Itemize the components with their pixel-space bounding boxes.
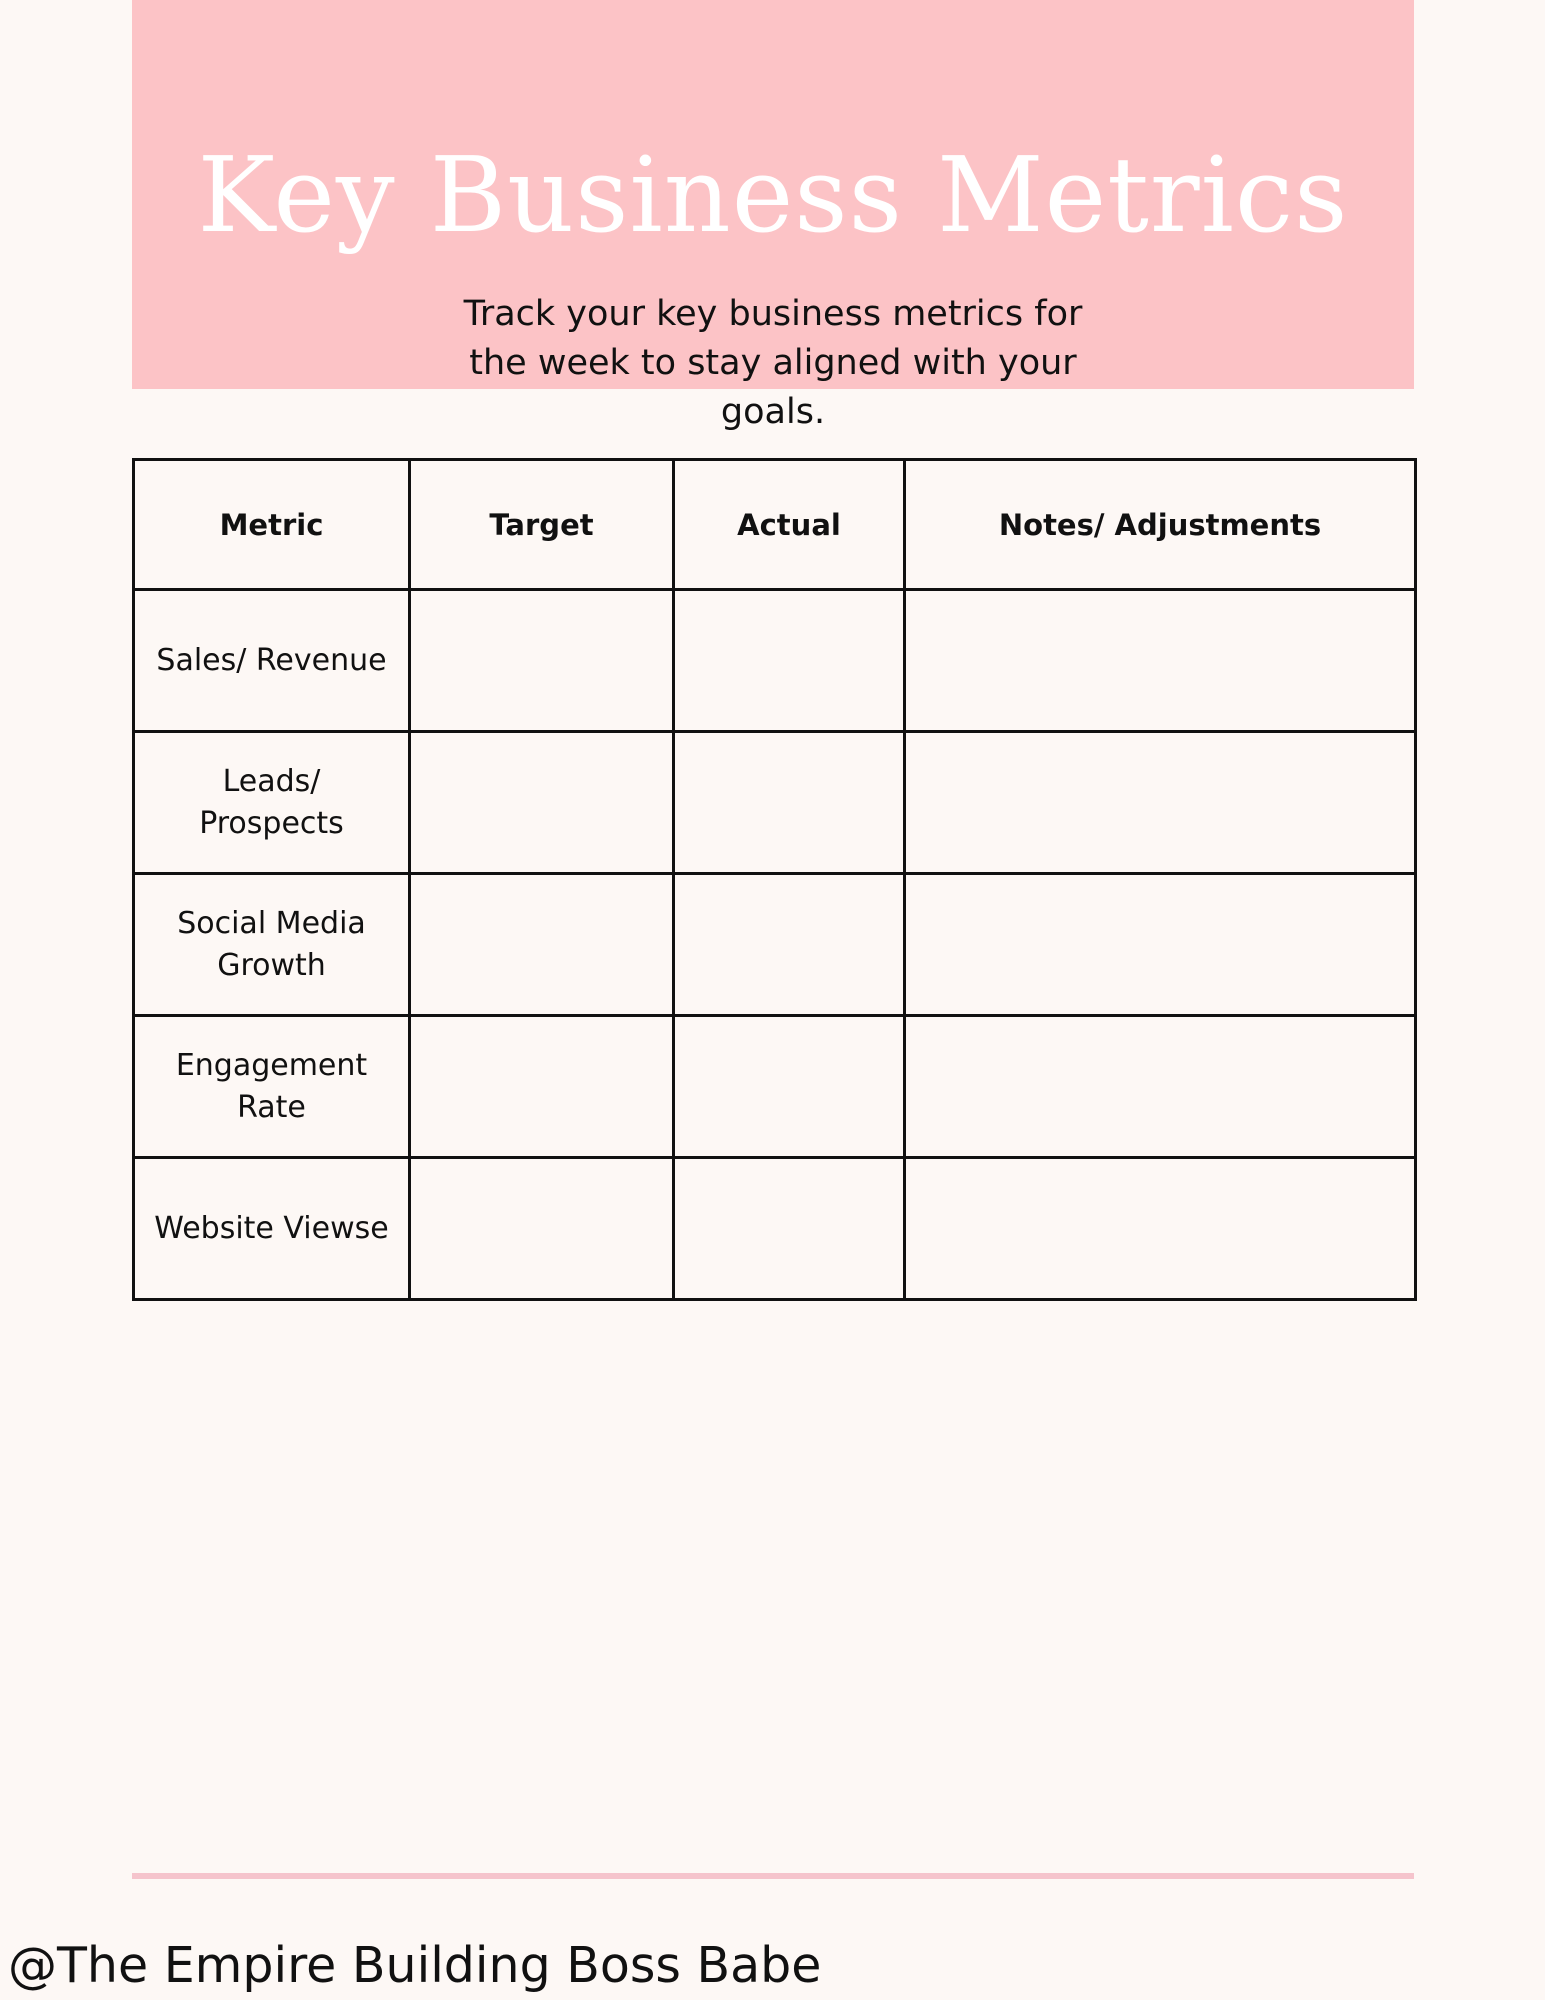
target-cell[interactable]	[410, 1016, 674, 1158]
actual-cell[interactable]	[674, 874, 905, 1016]
metric-cell: Social Media Growth	[134, 874, 410, 1016]
notes-cell[interactable]	[905, 590, 1416, 732]
metric-cell: Leads/ Prospects	[134, 732, 410, 874]
notes-cell[interactable]	[905, 1158, 1416, 1300]
table-header-row	[134, 460, 1416, 590]
page-subtitle: Track your key business metrics for the week to stay aligned with your goals.	[463, 294, 1083, 432]
actual-cell[interactable]	[674, 732, 905, 874]
actual-cell[interactable]	[674, 1016, 905, 1158]
metric-cell: Sales/ Revenue	[134, 590, 410, 732]
column-header-metric: Metric	[134, 460, 410, 590]
page-title: Key Business Metrics	[197, 134, 1349, 256]
column-header-actual: Actual	[674, 460, 905, 590]
metrics-table	[132, 458, 1417, 1301]
table-row	[134, 1158, 1416, 1300]
target-cell[interactable]	[410, 732, 674, 874]
target-cell[interactable]	[410, 1158, 674, 1300]
actual-cell[interactable]	[674, 1158, 905, 1300]
table-row	[134, 1016, 1416, 1158]
column-header-target: Target	[410, 460, 674, 590]
column-header-notes: Notes/ Adjustments	[905, 460, 1416, 590]
table-row	[134, 874, 1416, 1016]
metric-cell: Engagement Rate	[134, 1016, 410, 1158]
notes-cell[interactable]	[905, 874, 1416, 1016]
notes-cell[interactable]	[905, 1016, 1416, 1158]
table-row	[134, 732, 1416, 874]
header-banner	[132, 0, 1414, 432]
social-handle: @The Empire Building Boss Babe	[8, 1937, 822, 1994]
target-cell[interactable]	[410, 874, 674, 1016]
footer-divider	[132, 1873, 1414, 1879]
target-cell[interactable]	[410, 590, 674, 732]
metric-cell: Website Viewse	[134, 1158, 410, 1300]
actual-cell[interactable]	[674, 590, 905, 732]
notes-cell[interactable]	[905, 732, 1416, 874]
table-row	[134, 590, 1416, 732]
